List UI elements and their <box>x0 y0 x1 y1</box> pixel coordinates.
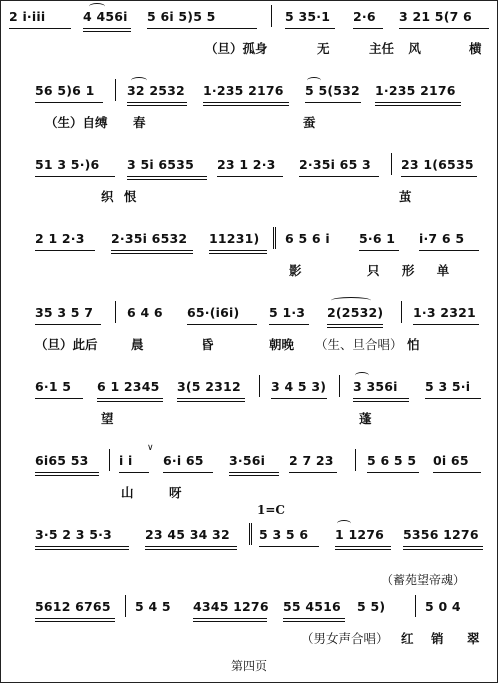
note-group: 5 5(532 <box>305 83 361 98</box>
lyric: （旦）此后 <box>35 337 98 352</box>
note-group: 51 3 5·)6 <box>35 157 115 172</box>
lyric: 望 <box>101 411 114 426</box>
note-group: 2 1 2·3 <box>35 231 95 246</box>
page-number: 第四页 <box>230 659 267 673</box>
note-group: 3·5 2 3 5·3 <box>35 527 129 542</box>
note-group: i·7 6 5 <box>419 231 479 246</box>
barline <box>391 153 392 175</box>
note-group: 5 6i 5)5 5 <box>147 9 257 24</box>
note-group: 2·35i 6532 <box>111 231 193 246</box>
tie-mark <box>307 77 321 84</box>
lyric: 晨 <box>131 337 144 352</box>
note-group: 4 456i <box>83 9 131 24</box>
lyric: 蓬 <box>359 411 372 426</box>
section-note: （蓄苑望帝魂） <box>381 573 466 587</box>
lyric: （生）自缚 <box>45 115 108 130</box>
note-group: 23 45 34 32 <box>145 527 237 542</box>
note-group: 1·3 2321 <box>413 305 479 320</box>
lyric: 翠 <box>467 631 480 646</box>
lyric: 主任 风 <box>369 41 421 56</box>
note-group: 6·i 65 <box>163 453 213 468</box>
note-group: 0i 65 <box>433 453 481 468</box>
note-group: 32 2532 <box>127 83 187 98</box>
lyric: 山 <box>121 485 134 500</box>
note-group: 5 3 5·i <box>425 379 481 394</box>
note-group: 5·6 1 <box>359 231 399 246</box>
note-group: 2 7 23 <box>289 453 337 468</box>
note-group: 56 5)6 1 <box>35 83 103 98</box>
tie-mark <box>331 297 371 304</box>
note-group: 3 356i <box>353 379 409 394</box>
lyric: 呀 <box>169 485 182 500</box>
note-group: 23 1 2·3 <box>217 157 283 172</box>
lyric: 怕 <box>407 337 420 352</box>
double-barline <box>273 227 276 249</box>
lyric: 昏 <box>201 337 214 352</box>
note-group: 1·235 2176 <box>203 83 289 98</box>
note-group: 5 1·3 <box>269 305 309 320</box>
barline <box>115 79 116 101</box>
lyric: 红 <box>401 631 414 646</box>
tie-mark <box>89 3 105 10</box>
lyric: 朝晚 <box>269 337 295 352</box>
note-group: 2·35i 65 3 <box>299 157 379 172</box>
lyric: 茧 <box>399 189 412 204</box>
lyric: 春 <box>133 115 146 130</box>
breath-mark-icon: ∨ <box>147 443 154 453</box>
note-group: 5612 6765 <box>35 599 115 614</box>
double-barline <box>249 523 252 545</box>
note-group: 5 3 5 6 <box>259 527 319 542</box>
lyric: 销 <box>431 631 444 646</box>
key-signature: 1=C <box>257 503 285 517</box>
barline <box>401 301 402 323</box>
lyric: 只 形 单 <box>367 263 450 278</box>
lyric: 横 <box>469 41 482 56</box>
tie-mark <box>131 77 147 84</box>
note-group: 1 1276 <box>335 527 391 542</box>
barline <box>109 449 110 471</box>
barline <box>415 595 416 617</box>
note-group: 6i65 53 <box>35 453 99 468</box>
note-group: 3 4 5 3) <box>271 379 327 394</box>
note-group: 5 4 5 <box>135 599 171 614</box>
note-group: 3(5 2312 <box>177 379 245 394</box>
lyric: （男女声合唱） <box>301 631 389 646</box>
note-group: 35 3 5 7 <box>35 305 101 320</box>
lyric: （生、旦合唱） <box>315 337 403 352</box>
note-group: 4345 1276 <box>193 599 267 614</box>
tie-mark <box>337 520 351 527</box>
note-group: 1·235 2176 <box>375 83 461 98</box>
barline <box>339 375 340 397</box>
note-group: 3 5i 6535 <box>127 157 207 172</box>
note-group: 3 21 5(7 6 <box>399 9 489 24</box>
note-group: 2 i·iii <box>9 9 71 24</box>
note-group: 5 6 5 5 <box>367 453 419 468</box>
note-group: 5 0 4 <box>425 599 461 614</box>
note-group: 55 4516 <box>283 599 345 614</box>
note-group: 3·56i <box>229 453 279 468</box>
tie-mark <box>355 372 369 379</box>
lyric: 蚕 <box>303 115 316 130</box>
barline <box>125 595 126 617</box>
note-group: 6·1 5 <box>35 379 83 394</box>
note-group: 11231) <box>209 231 267 246</box>
lyric: 无 <box>317 41 330 56</box>
note-group: i i <box>119 453 149 468</box>
note-group: 65·(i6i) <box>187 305 257 320</box>
note-group: 23 1(6535 <box>401 157 477 172</box>
barline <box>271 5 272 27</box>
note-group: 6 5 6 i <box>285 231 330 246</box>
note-group: 5356 1276 <box>403 527 483 542</box>
note-group: 5 35·1 <box>285 9 335 24</box>
lyric: （旦）孤身 <box>205 41 268 56</box>
note-group: 6 4 6 <box>127 305 163 320</box>
note-group: 6 1 2345 <box>97 379 163 394</box>
note-group: 2(2532) <box>327 305 383 320</box>
barline <box>115 301 116 323</box>
lyric: 影 <box>289 263 302 278</box>
barline <box>355 449 356 471</box>
note-group: 2·6 <box>353 9 383 24</box>
barline <box>259 375 260 397</box>
note-group: 5 5) <box>357 599 386 614</box>
lyric: 织 恨 <box>101 189 137 204</box>
